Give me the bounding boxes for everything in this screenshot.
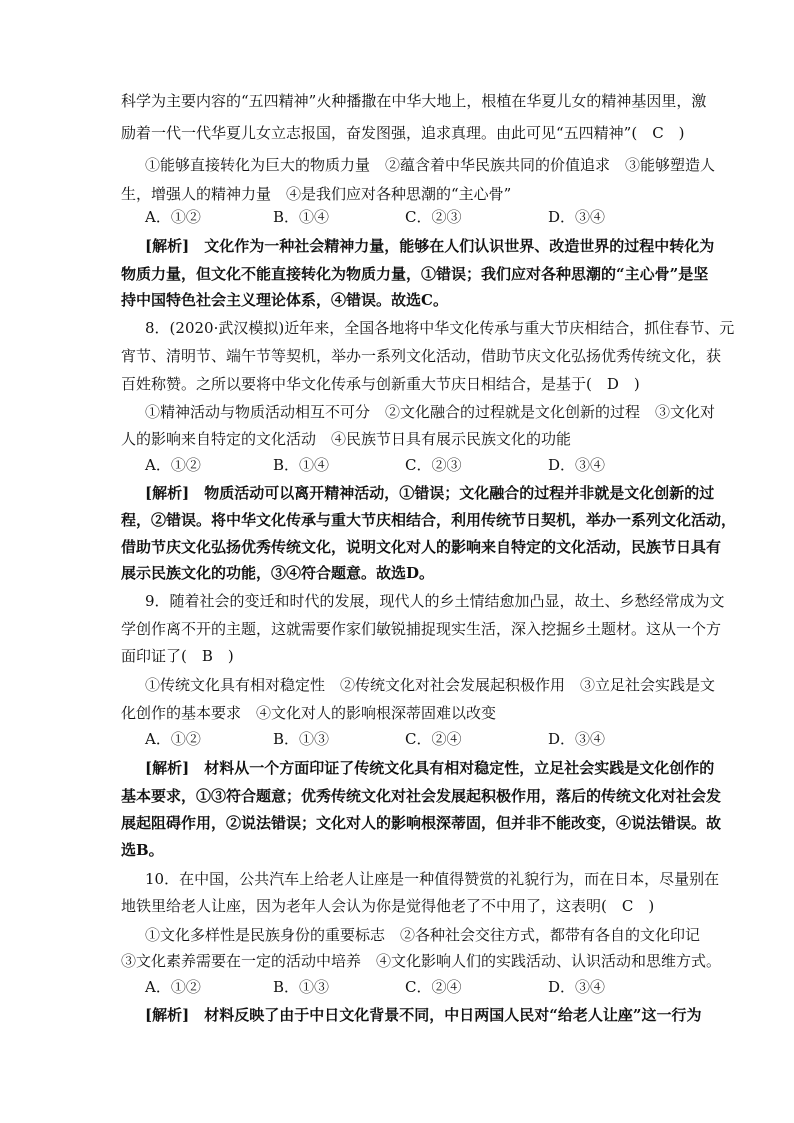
- q7-option-a: A．①②: [145, 208, 201, 226]
- q7-option-d: D．③④: [548, 208, 606, 226]
- q10-stem-line-2: 地铁里给老人让座，因为老年人会认为你是觉得他老了不中用了，这表明( C ): [121, 897, 655, 915]
- q7-stem-line-1: 科学为主要内容的“五四精神”火种播撒在中华大地上，根植在华夏儿女的精神基因里，激: [121, 92, 707, 110]
- q10-option-d: D．③④: [548, 978, 606, 996]
- q9-stem-line-3: 面印证了( B ): [121, 647, 234, 665]
- q8-stem-line-2: 宵节、清明节、端午节等契机，举办一系列文化活动，借助节庆文化弘扬优秀传统文化，获: [121, 347, 722, 365]
- q10-option-a: A．①②: [145, 978, 201, 996]
- q10-stem-line-1: 10．在中国，公共汽车上给老人让座是一种值得赞赏的礼貌行为，而在日本，尽量别在: [145, 870, 720, 888]
- q7-statements-line-1: ①能够直接转化为巨大的物质力量 ②蕴含着中华民族共同的价值追求 ③能够塑造人: [145, 156, 716, 174]
- q9-statements-line-1: ①传统文化具有相对稳定性 ②传统文化对社会发展起积极作用 ③立足社会实践是文: [145, 676, 716, 694]
- q9-analysis-line-3: 展起阻碍作用，②说法错误；文化对人的影响根深蒂固，但并非不能改变，④说法错误。故: [121, 814, 722, 832]
- q8-analysis-line-1: [解析] 物质活动可以离开精神活动，①错误；文化融合的过程并非就是文化创新的过: [145, 484, 715, 502]
- q9-option-d: D．③④: [548, 730, 606, 748]
- q7-option-c: C．②③: [405, 208, 462, 226]
- q8-analysis-line-2: 程，②错误。将中华文化传承与重大节庆相结合，利用传统节日契机，举办一系列文化活动，: [121, 511, 737, 529]
- q7-option-b: B．①④: [273, 208, 330, 226]
- q9-analysis-line-1: [解析] 材料从一个方面印证了传统文化具有相对稳定性，立足社会实践是文化创作的: [145, 759, 715, 777]
- q7-analysis-line-2: 物质力量，但文化不能直接转化为物质力量，①错误；我们应对各种思潮的“主心骨”是坚: [121, 265, 709, 283]
- q9-analysis-line-4: 选B。: [121, 841, 164, 859]
- q10-option-b: B．①③: [273, 978, 330, 996]
- q7-stem-line-2: 励着一代一代华夏儿女立志报国，奋发图强，追求真理。由此可见“五四精神”( C ): [121, 124, 685, 142]
- q9-option-a: A．①②: [145, 730, 201, 748]
- q7-analysis-line-3: 持中国特色社会主义理论体系，④错误。故选C。: [121, 291, 448, 309]
- q9-option-c: C．②④: [405, 730, 462, 748]
- q7-analysis-line-1: [解析] 文化作为一种社会精神力量，能够在人们认识世界、改造世界的过程中转化为: [145, 237, 715, 255]
- q9-stem-line-2: 学创作离不开的主题，这就需要作家们敏锐捕捉现实生活，深入挖掘乡土题材。这从一个方: [121, 620, 722, 638]
- q8-analysis-line-4: 展示民族文化的功能，③④符合题意。故选D。: [121, 564, 435, 582]
- q10-analysis-line-1: [解析] 材料反映了由于中日文化背景不同，中日两国人民对“给老人让座”这一行为: [145, 1006, 702, 1024]
- q9-analysis-line-2: 基本要求，①③符合题意；优秀传统文化对社会发展起积极作用，落后的传统文化对社会发: [121, 787, 722, 805]
- q9-stem-line-1: 9．随着社会的变迁和时代的发展，现代人的乡土情结愈加凸显，故土、乡愁经常成为文: [145, 592, 725, 610]
- q7-statements-line-2: 生，增强人的精神力量 ④是我们应对各种思潮的“主心骨”: [121, 185, 512, 203]
- q8-option-d: D．③④: [548, 456, 606, 474]
- q9-statements-line-2: 化创作的基本要求 ④文化对人的影响根深蒂固难以改变: [121, 704, 497, 722]
- q8-option-a: A．①②: [145, 456, 201, 474]
- q8-stem-line-3: 百姓称赞。之所以要将中华文化传承与创新重大节庆日相结合，是基于( D ): [121, 375, 640, 393]
- q10-statements-line-2: ③文化素养需要在一定的活动中培养 ④文化影响人们的实践活动、认识活动和思维方式。: [121, 952, 722, 970]
- q8-option-c: C．②③: [405, 456, 462, 474]
- q8-option-b: B．①④: [273, 456, 330, 474]
- q8-statements-line-1: ①精神活动与物质活动相互不可分 ②文化融合的过程就是文化创新的过程 ③文化对: [145, 403, 716, 421]
- q8-stem-line-1: 8．(2020·武汉模拟)近年来，全国各地将中华文化传承与重大节庆相结合，抓住春节、元: [145, 319, 735, 337]
- q8-analysis-line-3: 借助节庆文化弘扬优秀传统文化，说明文化对人的影响来自特定的文化活动，民族节日具有: [121, 538, 722, 556]
- q9-option-b: B．①③: [273, 730, 330, 748]
- q10-option-c: C．②④: [405, 978, 462, 996]
- q8-statements-line-2: 人的影响来自特定的文化活动 ④民族节日具有展示民族文化的功能: [121, 430, 572, 448]
- q10-statements-line-1: ①文化多样性是民族身份的重要标志 ②各种社会交往方式，都带有各自的文化印记: [145, 926, 701, 944]
